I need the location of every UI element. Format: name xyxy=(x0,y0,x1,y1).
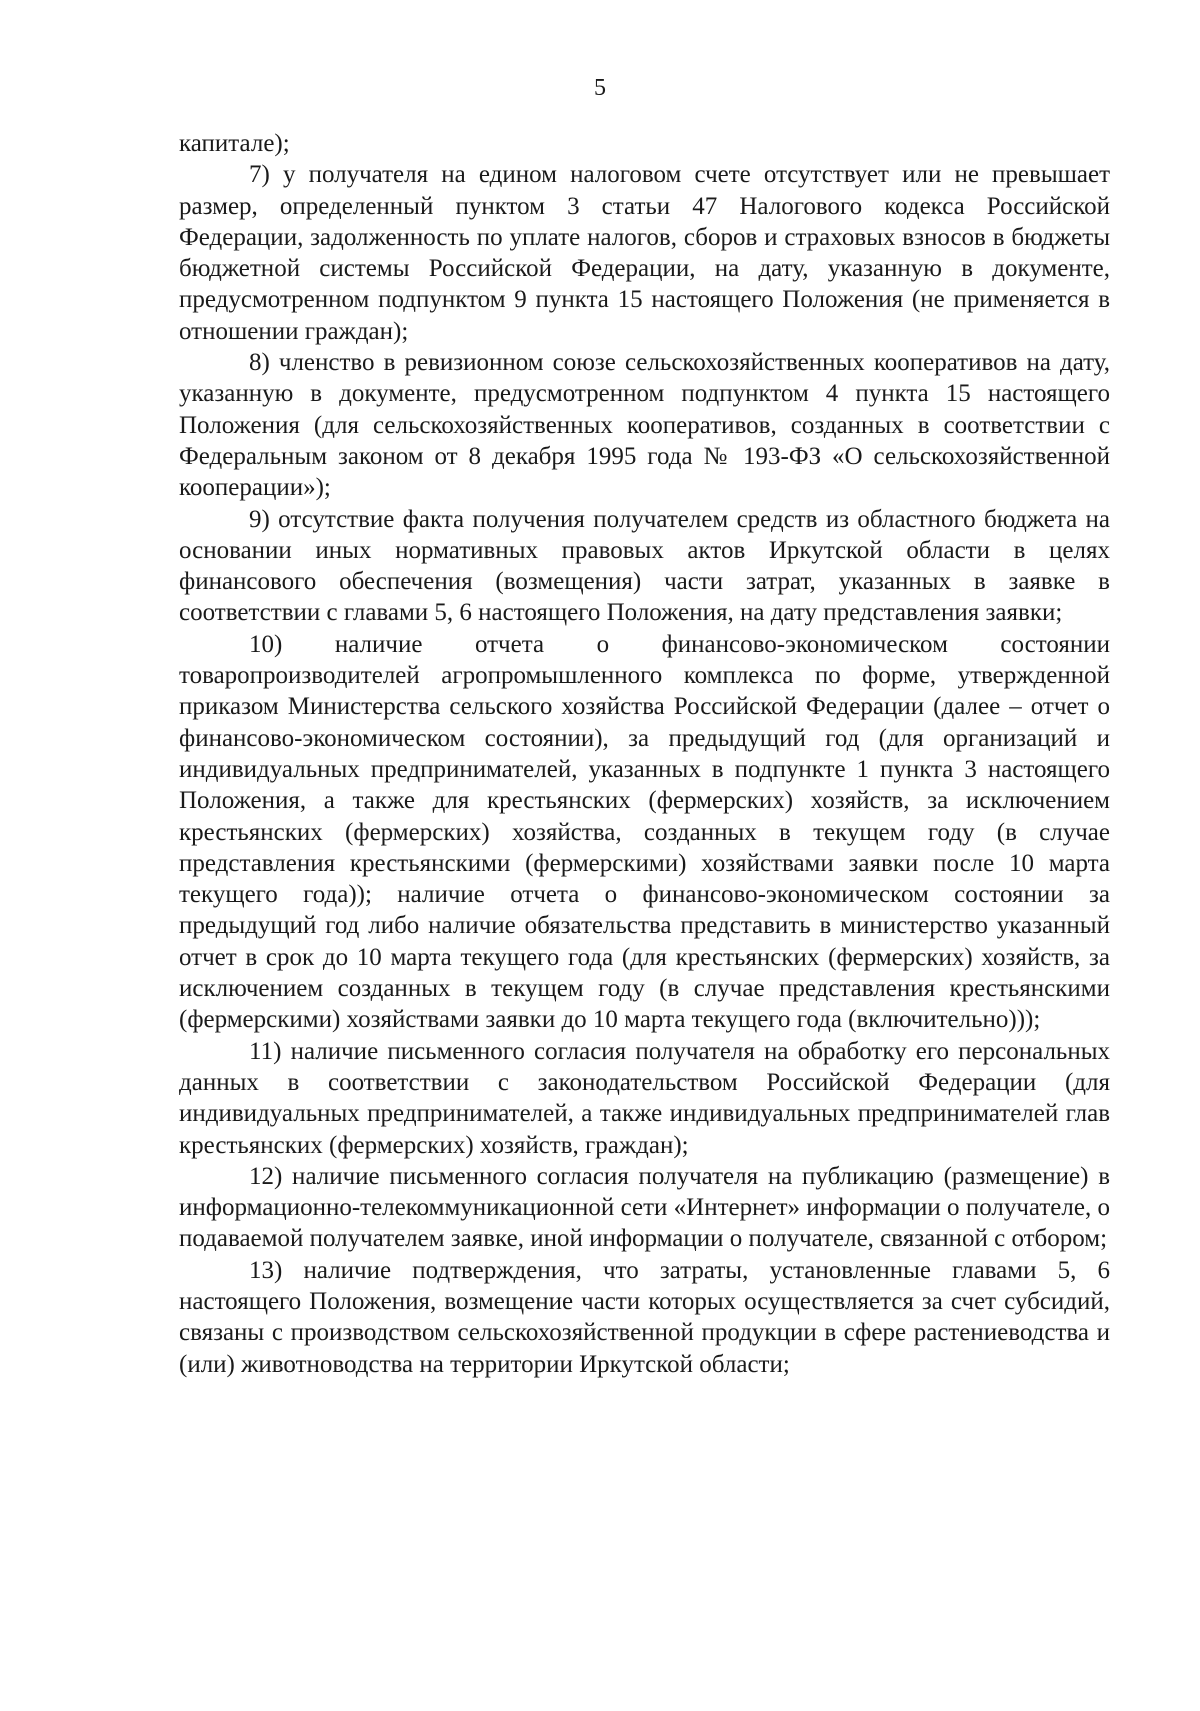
paragraph-item-11: 11) наличие письменного согласия получателя на обработку его персональных данных в соответствии с законодательством Российской Федерации (для индивидуальных предпринимателей, а также индивидуальных предпринимателей глав крестьянских (фермерских) хозяйств, граждан); xyxy=(179,1037,1110,1159)
paragraph-item-12: 12) наличие письменного согласия получателя на публикацию (размещение) в информационно-телекоммуникационной сети «Интернет» информации о получателе, о подаваемой получателем заявке, иной информации о получателе, связанной с отбором; xyxy=(179,1162,1110,1253)
paragraph-item-9: 9) отсутствие факта получения получателем средств из областного бюджета на основании иных нормативных правовых актов Иркутской области в целях финансового обеспечения (возмещения) части затрат, указанных в заявке в соответствии с главами 5, 6 настоящего Положения, на дату представления заявки; xyxy=(179,505,1110,627)
paragraph-item-13: 13) наличие подтверждения, что затраты, установленные главами 5, 6 настоящего Положения, возмещение части которых осуществляется за счет субсидий, связаны с производством сельскохозяйственной продукции в сфере растениеводства и (или) животноводства на территории Иркутской области; xyxy=(179,1256,1110,1378)
paragraph-item-10: 10) наличие отчета о финансово-экономическом состоянии товаропроизводителей агропромышленного комплекса по форме, утвержденной приказом Министерства сельского хозяйства Российской Федерации (далее – отчет о финансово-экономическом состоянии), за предыдущий год (для организаций и индивидуальных предпринимателей, указанных в подпункте 1 пункта 3 настоящего Положения, а также для крестьянских (фермерских) хозяйств, за исключением крестьянских (фермерских) хозяйства, созданных в текущем году (в случае представления крестьянскими (фермерскими) хозяйствами заявки после 10 марта текущего года)); наличие отчета о финансово-экономическом состоянии за предыдущий год либо наличие обязательства представить в министерство указанный отчет в срок до 10 марта текущего года (для крестьянских (фермерских) хозяйств, за исключением созданных в текущем году (в случае представления крестьянскими (фермерскими) хозяйствами заявки до 10 марта текущего года (включительно))); xyxy=(179,630,1110,1034)
paragraph-item-7: 7) у получателя на едином налоговом счете отсутствует или не превышает размер, определенный пунктом 3 статьи 47 Налогового кодекса Российской Федерации, задолженность по уплате налогов, сборов и страховых взносов в бюджеты бюджетной системы Российской Федерации, на дату, указанную в документе, предусмотренном подпунктом 9 пункта 15 настоящего Положения (не применяется в отношении граждан); xyxy=(179,161,1110,345)
document-body xyxy=(179,128,1110,1380)
page-number: 5 xyxy=(594,75,606,101)
paragraph-item-8: 8) членство в ревизионном союзе сельскохозяйственных кооперативов на дату, указанную в документе, предусмотренном подпунктом 4 пункта 15 настоящего Положения (для сельскохозяйственных кооперативов, созданных в соответствии с Федеральным законом от 8 декабря 1995 года № 193-ФЗ «О сельскохозяйственной кооперации»); xyxy=(179,349,1110,502)
paragraph-continuation: капитале); xyxy=(179,130,290,157)
